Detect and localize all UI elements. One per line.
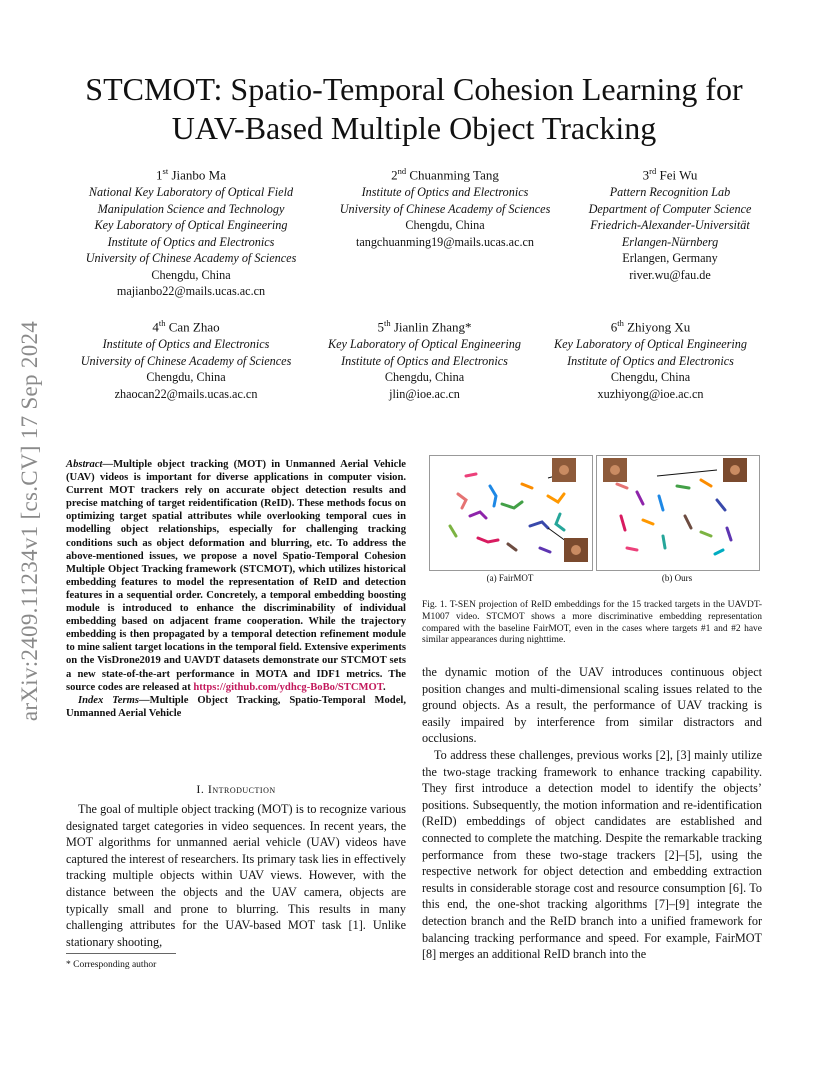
author-affiliation: Institute of Optics and Electronics — [567, 353, 734, 368]
author-affiliation: Institute of Optics and Electronics — [341, 353, 508, 368]
paper-title — [40, 70, 788, 148]
source-code-link[interactable]: https://github.com/ydhcg-BoBo/STCMOT — [193, 681, 384, 693]
author-name — [66, 315, 306, 336]
author-block-5 — [312, 315, 537, 402]
author-ordinal: rd — [649, 166, 657, 176]
author-affiliation: Institute of Optics and Electronics — [107, 234, 275, 249]
intro-paragraph-3: To address these challenges, previous works [2], [3] mainly utilize the two-stage tracking framework to enhance tracking capability. They first introduce a detection model to identify the objects’ positions. Subsequently, the motion information and re-identification (ReID) embeddings of object candidates are established and connected to complete the matching. Despite the remarkable tracking performance from these two-stage trackers [2]–[5], using the respective network for object detection and embedding extraction results in considerable storage cost and resource consumption [6]. To this end, the one-shot tracking algorithms [7]–[9] integrate the detection branch and the ReID branch into a unified framework for balancing tracking performance and speed. For example, FairMOT [8] merges an additional ReID branch into the — [422, 747, 762, 962]
author-name — [538, 315, 763, 336]
author-name-text: Jianlin Zhang* — [390, 319, 472, 335]
author-name — [320, 163, 570, 184]
figure-subcaption-a: (a) FairMOT — [486, 573, 534, 583]
author-affiliation: Department of Computer Science — [588, 201, 752, 216]
figure-panel-fairmot — [429, 455, 593, 571]
author-number: 3 — [642, 167, 650, 183]
author-location: Chengdu, China — [405, 218, 485, 233]
author-name-text: Jianbo Ma — [168, 167, 226, 183]
author-affiliation: Key Laboratory of Optical Engineering — [554, 336, 747, 351]
author-number: 5 — [377, 319, 384, 335]
figure-subcaption-b: (b) Ours — [661, 573, 693, 583]
footnote: * Corresponding author — [66, 960, 157, 970]
author-ordinal: st — [162, 166, 169, 176]
intro-paragraph-2: the dynamic motion of the UAV introduces continuous object position changes and multi-dimensional scaling issues related to the ground objects. As a result, the performance of UAV tracking is easily impaired by interference from similar distractors and occlusions. — [422, 665, 762, 746]
tsne-plot-ours — [597, 456, 759, 570]
author-affiliation: Erlangen-Nürnberg — [621, 234, 719, 249]
author-location: Chengdu, China — [146, 370, 226, 385]
title-line-2: UAV-Based Multiple Object Tracking — [171, 110, 657, 146]
author-email[interactable]: majianbo22@mails.ucas.ac.cn — [116, 284, 266, 299]
author-affiliation: University of Chinese Academy of Sciences — [80, 353, 292, 368]
author-location: Chengdu, China — [384, 370, 465, 385]
author-number: 4 — [152, 319, 159, 335]
author-affiliation: University of Chinese Academy of Sciences — [339, 201, 551, 216]
author-email[interactable]: tangchuanming19@mails.ucas.ac.cn — [355, 234, 535, 249]
section-heading-introduction: I. Introduction — [196, 782, 276, 796]
author-affiliation: Manipulation Science and Technology — [97, 201, 285, 216]
introduction-left-column — [66, 801, 406, 950]
author-email[interactable]: xuzhiyong@ioe.ac.cn — [597, 386, 704, 401]
figure-panel-ours — [596, 455, 760, 571]
index-terms-text: —Multiple Object Tracking, Spatio-Temporal Model, Unmanned Aerial Vehicle — [66, 694, 406, 719]
intro-paragraph-1: The goal of multiple object tracking (MOT) is to recognize various designated target categories in video sequences. In recent years, the MOT algorithms for unmanned aerial vehicle (UAV) videos have captured the interest of researchers. Its primary task lies in effectively tracking multiple objects within UAV views. However, with the distance between the objects and the UAV camera, objects are typically small and prone to blurring. This results in many challenging attributes for the UAV-based MOT task [1]. Unlike stationary shooting, — [66, 802, 406, 949]
abstract-label: Abstract — [66, 459, 103, 470]
author-block-4 — [66, 315, 306, 402]
author-affiliation: Key Laboratory of Optical Engineering — [94, 218, 288, 233]
introduction-right-column — [422, 664, 762, 963]
author-ordinal: th — [383, 318, 391, 328]
author-number: 1 — [156, 167, 163, 183]
author-ordinal: nd — [397, 166, 407, 176]
author-location: Chengdu, China — [610, 370, 691, 385]
author-email[interactable]: zhaocan22@mails.ucas.ac.cn — [114, 386, 258, 401]
author-affiliation: University of Chinese Academy of Sciences — [85, 251, 297, 266]
author-affiliation: Friedrich-Alexander-Universität — [590, 218, 750, 233]
author-name — [565, 163, 775, 184]
author-number: 6 — [610, 319, 618, 335]
author-block-6 — [538, 315, 763, 402]
author-name — [66, 163, 316, 184]
title-line-1: STCMOT: Spatio-Temporal Cohesion Learning for — [85, 71, 743, 107]
figure-1 — [424, 455, 764, 585]
author-block-1 — [66, 163, 316, 300]
author-email[interactable]: jlin@ioe.ac.cn — [389, 386, 460, 401]
footnote-rule — [66, 953, 176, 954]
author-name — [312, 315, 537, 336]
index-terms-label: Index Terms — [78, 694, 139, 706]
author-block-3 — [565, 163, 775, 283]
author-affiliation: Key Laboratory of Optical Engineering — [328, 336, 521, 351]
arxiv-identifier: arXiv:2409.11234v1 [cs.CV] 17 Sep 2024 — [17, 320, 42, 722]
abstract-text: —Multiple object tracking (MOT) in Unmanned Aerial Vehicle (UAV) videos is important for diverse applications in computer vision. Current MOT trackers rely on accurate object detection results and precise matching of target reidentification (ReID). These methods focus on optimizing target spatial attributes while overlooking temporal cues in modelling object relationships, especially for challenging tracking conditions such as object deformation and blurring, etc. To address the above-mentioned issues, we propose a novel Spatio-Temporal Cohesion Multiple Object Tracking framework (STCMOT), which utilizes historical embedding features to model the representation of ReID and detection features in a sequential order. Concretely, a temporal embedding boosting module is introduced to enhance the discriminability of individual embedding based on adjacent frame cooperation. While the trajectory embedding is then propagated by a temporal detection refinement module to mine salient target locations in the temporal field. Extensive experiments on the VisDrone2019 and UAVDT datasets demonstrate our STCMOT sets a new state-of-the-art performance in MOTA and IDF1 metrics. The source codes are released at — [66, 459, 406, 693]
author-location: Chengdu, China — [151, 267, 231, 282]
tsne-plot-fairmot — [430, 456, 592, 570]
author-number: 2 — [391, 167, 398, 183]
figure-caption: Fig. 1. T-SEN projection of ReID embeddings for the 15 tracked targets in the UAVDT-M1007 video. STCMOT shows a more discriminative embedding representation compared with the baseline FairMOT, even in the cases where targets #1 and #2 have similar appearances during nighttime. — [422, 600, 762, 646]
author-affiliation: Institute of Optics and Electronics — [102, 336, 270, 351]
abstract: Abstract—Multiple object tracking (MOT) in Unmanned Aerial Vehicle (UAV) videos is important for diverse applications in computer vision. Current MOT trackers rely on accurate object detection results and precise matching of target reidentification (ReID). These methods focus on optimizing target spatial attributes while overlooking temporal cues in modelling object relationships, especially for challenging tracking conditions such as object deformation and blurring, etc. To address the above-mentioned issues, we propose a novel Spatio-Temporal Cohesion Multiple Object Tracking framework (STCMOT), which utilizes historical embedding features to model the representation of ReID and detection features in a sequential order. Concretely, a temporal embedding boosting module is introduced to enhance the discriminability of individual embedding based on adjacent frame cooperation. While the trajectory embedding is then propagated by a temporal detection refinement module to mine salient target locations in the temporal field. Extensive experiments on the VisDrone2019 and UAVDT datasets demonstrate our STCMOT sets a new state-of-the-art performance in MOTA and IDF1 metrics. The source codes are released at https://github.com/ydhcg-BoBo/STCMOT. Index Terms—Multiple Object Tracking, Spatio-Temporal Model, Unmanned Aerial Vehicle — [66, 459, 406, 719]
author-name-text: Zhiyong Xu — [623, 319, 691, 335]
author-block-2 — [320, 163, 570, 250]
author-email[interactable]: river.wu@fau.de — [629, 267, 711, 282]
author-affiliation: Institute of Optics and Electronics — [361, 184, 529, 199]
author-ordinal: th — [158, 318, 166, 328]
author-affiliation: National Key Laboratory of Optical Field — [88, 184, 294, 199]
author-affiliation: Pattern Recognition Lab — [609, 184, 731, 199]
author-name-text: Chuanming Tang — [406, 167, 499, 183]
author-name-text: Can Zhao — [165, 319, 220, 335]
author-ordinal: th — [617, 318, 624, 328]
author-location: Erlangen, Germany — [622, 251, 718, 266]
author-name-text: Fei Wu — [656, 167, 698, 183]
